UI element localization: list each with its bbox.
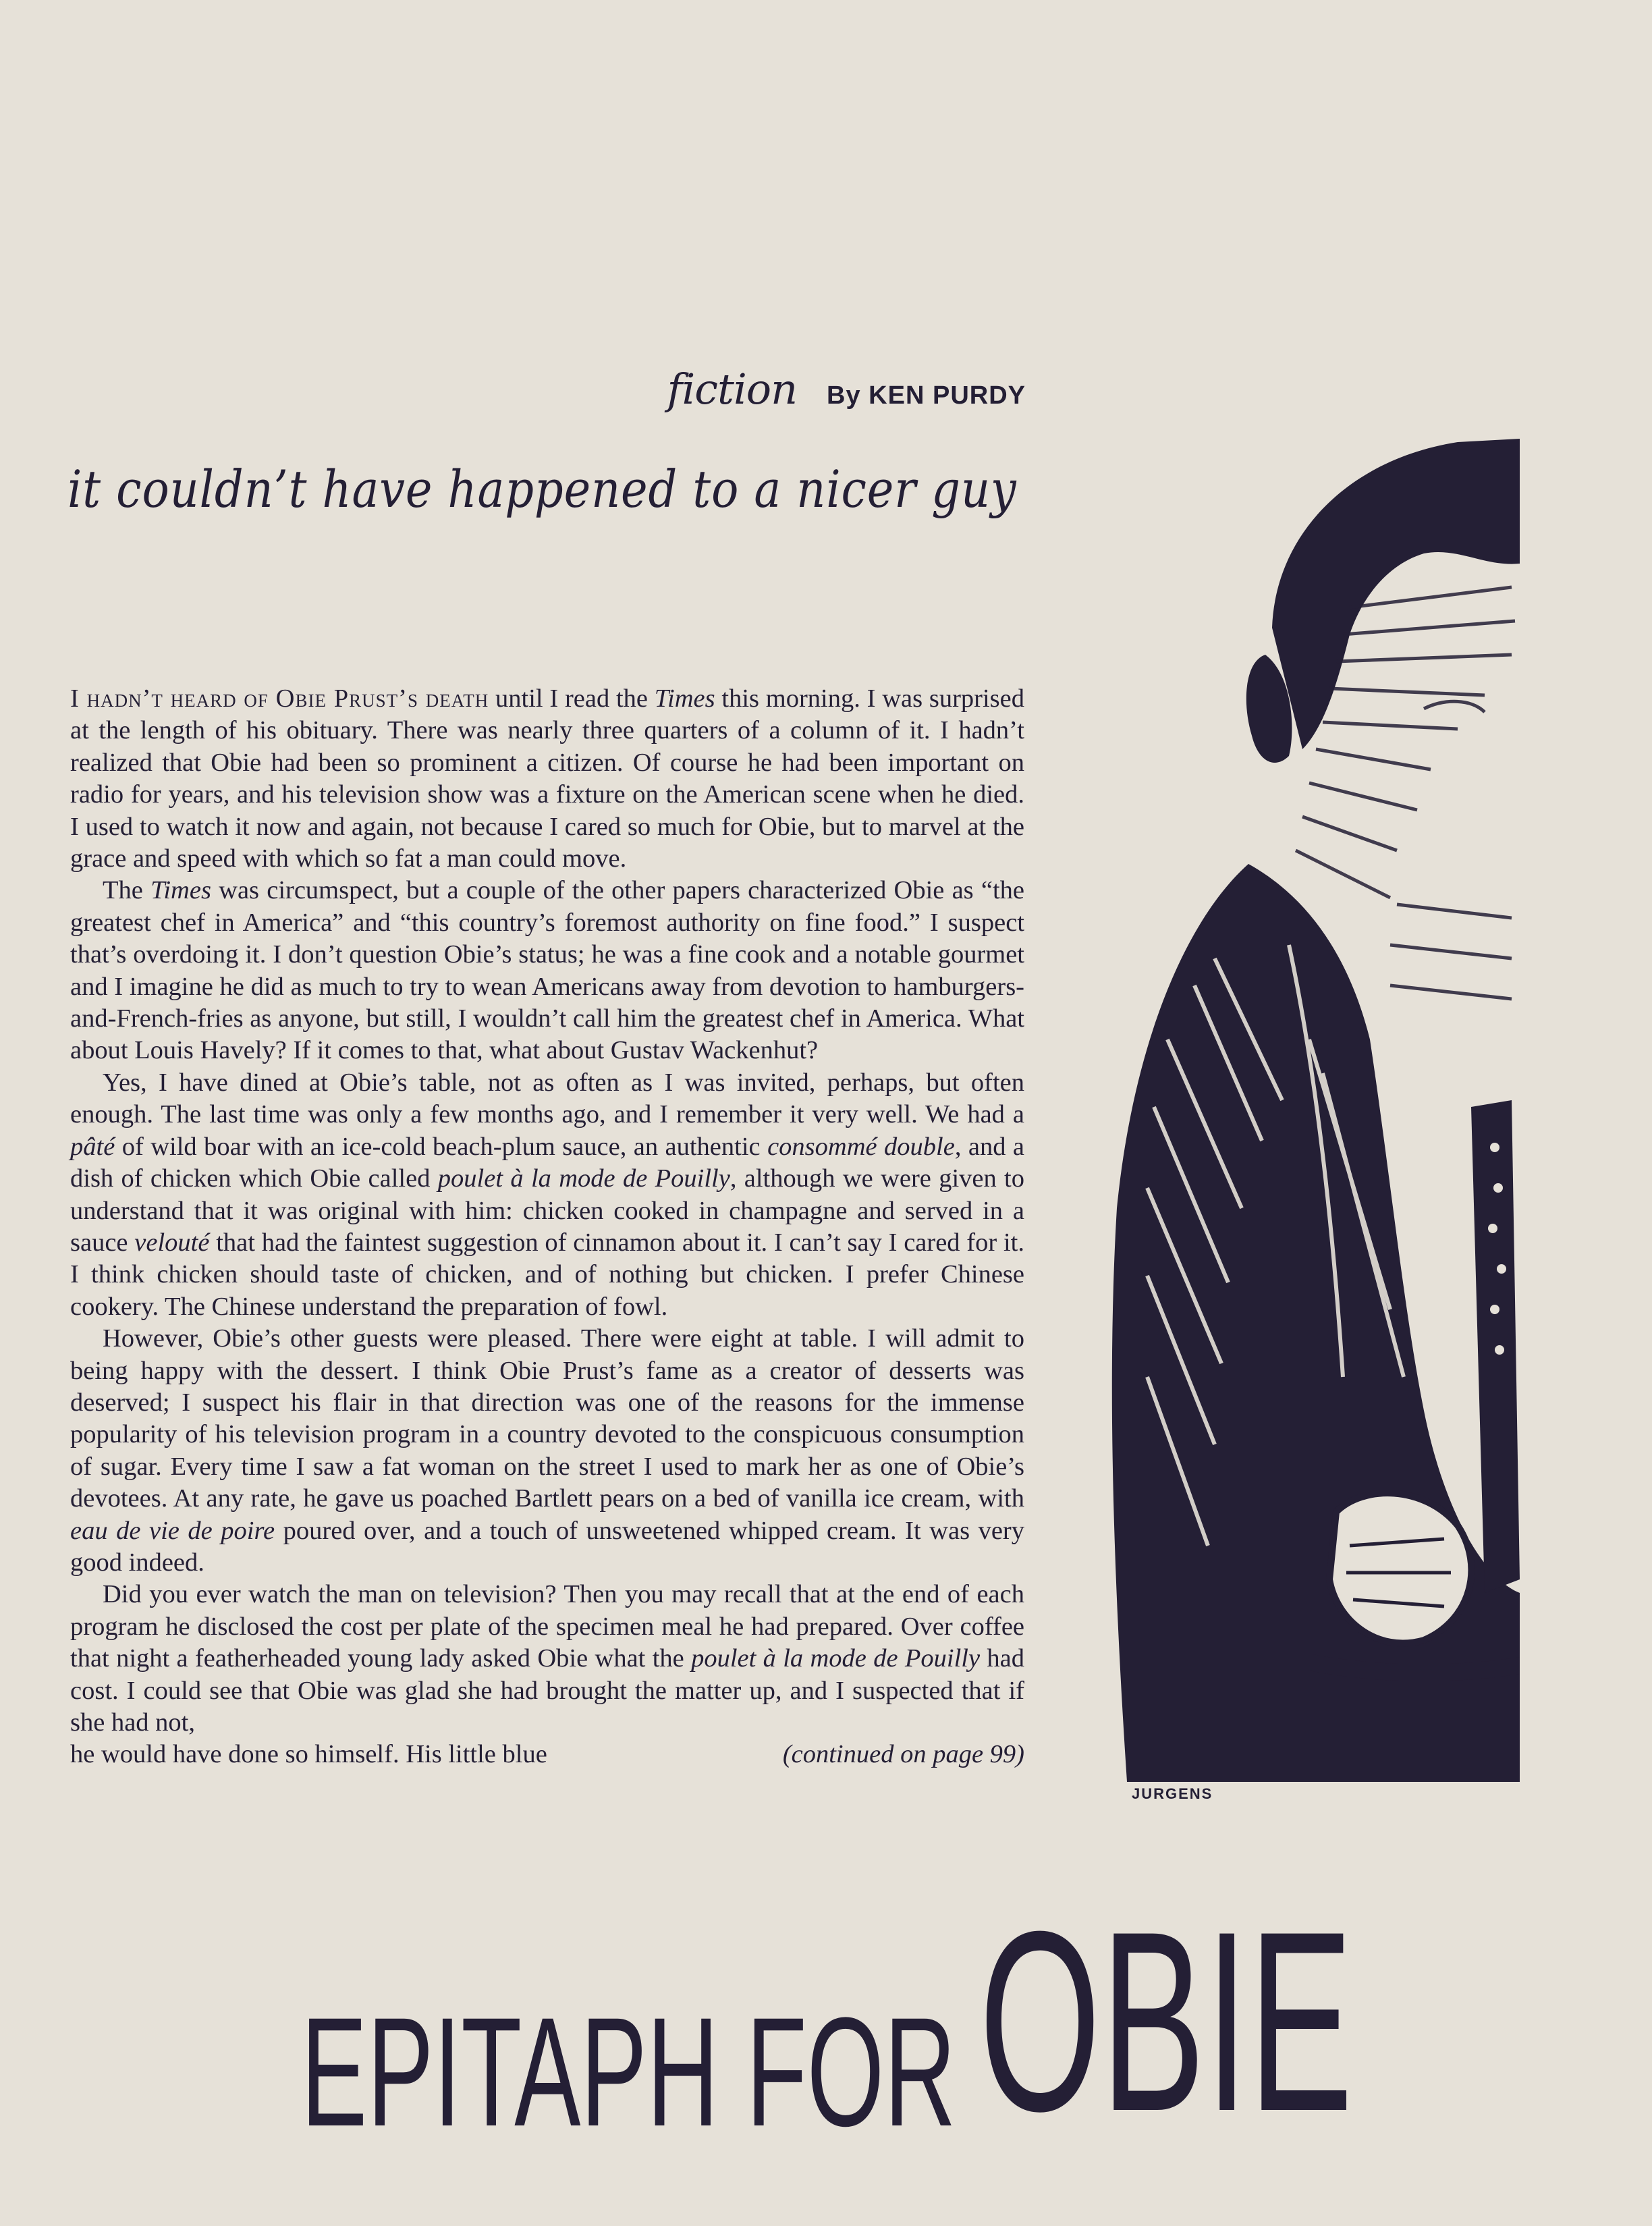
headline-obie: OBIE	[979, 1878, 1353, 2165]
illustrator-credit: JURGENS	[1132, 1785, 1213, 1802]
article-kicker	[667, 364, 1026, 414]
article-body	[70, 683, 1024, 1771]
article-paragraph: The Times was circumspect, but a couple of the other papers characterized Obie as “the greatest chef in America” and “this country’s foremost authority on fine food.” I suspect that’s overdoing it. I don’t question Obie’s status; he was a fine cook and a notable gourmet and I imagine he did as much to try to wean Americans away from devotion to hamburgers-and-French-fries as anyone, but still, I wouldn’t call him the greatest chef in America. What about Louis Havely? If it comes to that, what about Gustav Wackenhut?	[70, 876, 1024, 1065]
chef-illustration	[1107, 432, 1522, 1802]
section-label: fiction	[667, 364, 798, 414]
lead-in-smallcaps: I hadn’t heard of Obie Prust’s death	[70, 684, 489, 713]
article-paragraph: Did you ever watch the man on television? Then you may recall that at the end of each program he disclosed the cost per plate of the specimen meal he had prepared. Over coffee that night a featherheaded young lady asked Obie what the poulet à la mode de Pouilly had cost. I could see that Obie was glad she had brought the matter up, and I suspected that if she had not,	[70, 1580, 1024, 1737]
continued-on-link: (continued on page 99)	[782, 1740, 1024, 1769]
headline-epitaph-for: EPITAPH FOR	[301, 1985, 956, 2159]
byline: By KEN PURDY	[827, 381, 1026, 410]
article-deck: it couldn’t have happened to a nicer guy	[67, 459, 1017, 519]
article-paragraph: I hadn’t heard of Obie Prust’s death until I read the Times this morning. I was surprised at the length of his obituary. There was nearly three quarters of a column of it. I hadn’t realized that Obie had been so prominent a citizen. Of course he had been important on radio for years, and his television show was a fixture on the American scene when he died. I used to watch it now and again, not because I cared so much for Obie, but to marvel at the grace and speed with which so fat a man could move.	[70, 684, 1024, 873]
article-paragraph: Yes, I have dined at Obie’s table, not as often as I was invited, perhaps, but often enough. The last time was only a few months ago, and I remember it very well. We had a pâté of wild boar with an ice-cold beach-plum sauce, an authentic consommé double, and a dish of chicken which Obie called poulet à la mode de Pouilly, although we were given to understand that it was original with him: chicken cooked in champagne and served in a sauce velouté that had the faintest suggestion of cinnamon about it. I can’t say I cared for it. I think chicken should taste of chicken, and of nothing but chicken. I prefer Chinese cookery. The Chinese understand the preparation of fowl.	[70, 1068, 1025, 1321]
last-body-line: he would have done so himself. His little blue	[70, 1740, 547, 1769]
article-headline	[301, 1878, 1516, 2165]
article-paragraph: However, Obie’s other guests were pleased. There were eight at table. I will admit to being happy with the dessert. I think Obie Prust’s fame as a creator of desserts was deserved; I suspect his flair in that direction was one of the reasons for the immense popularity of his television program in a country devoted to the conspicuous consumption of sugar. Every time I saw a fat woman on the street I used to mark her as one of Obie’s devotees. At any rate, he gave us poached Bartlett pears on a bed of vanilla ice cream, with eau de vie de poire poured over, and a touch of unsweetened whipped cream. It was very good indeed.	[70, 1324, 1024, 1577]
continuation-line	[70, 1739, 1024, 1770]
